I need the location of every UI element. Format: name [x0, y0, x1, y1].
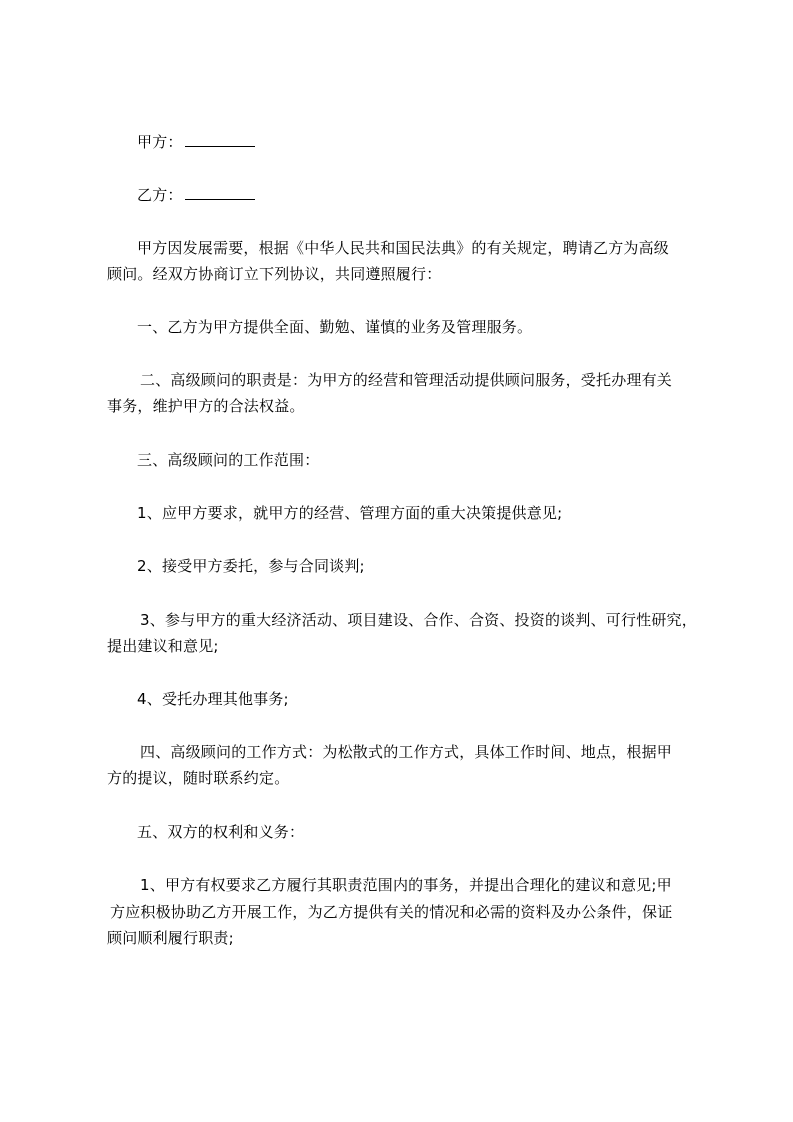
clause-3-item-1: 1、应甲方要求，就甲方的经营、管理方面的重大决策提供意见;	[137, 504, 563, 522]
party-a-blank	[185, 132, 255, 147]
clause-5-item-1-line-1: 1、甲方有权要求乙方履行其职责范围内的事务，并提出合理化的建议和意见;甲	[140, 876, 672, 894]
clause-3-item-4: 4、受托办理其他事务;	[137, 690, 289, 708]
clause-3-heading: 三、高级顾问的工作范围：	[137, 451, 320, 469]
clause-3-item-2: 2、接受甲方委托，参与合同谈判;	[137, 557, 365, 575]
party-b-blank	[185, 185, 255, 200]
party-a-label: 甲方：	[137, 133, 183, 151]
clause-3-item-3-line-2: 提出建议和意见;	[107, 637, 219, 655]
clause-3-item-3-line-1: 3、参与甲方的重大经济活动、项目建设、合作、合资、投资的谈判、可行性研究，	[140, 611, 697, 629]
clause-5-heading: 五、双方的权利和义务：	[137, 823, 305, 841]
clause-2-line-2: 事务，维护甲方的合法权益。	[107, 397, 305, 415]
party-b-line	[137, 184, 255, 206]
intro-line-1: 甲方因发展需要，根据《中华人民共和国民法典》的有关规定，聘请乙方为高级	[137, 239, 670, 257]
clause-4-line-1: 四、高级顾问的工作方式：为松散式的工作方式，具体工作时间、地点，根据甲	[140, 743, 673, 761]
party-b-label: 乙方：	[137, 186, 183, 204]
party-a-line	[137, 131, 255, 153]
clause-4-line-2: 方的提议，随时联系约定。	[107, 769, 290, 787]
clause-5-item-1-line-3: 顾问顺利履行职责;	[107, 929, 234, 947]
clause-1: 一、乙方为甲方提供全面、勤勉、谨慎的业务及管理服务。	[137, 318, 533, 336]
clause-2-line-1: 二、高级顾问的职责是：为甲方的经营和管理活动提供顾问服务，受托办理有关	[140, 371, 673, 389]
clause-5-item-1-line-2: 方应积极协助乙方开展工作，为乙方提供有关的情况和必需的资料及办公条件，保证	[110, 903, 673, 921]
intro-line-2: 顾问。经双方协商订立下列协议，共同遵照履行：	[107, 265, 442, 283]
